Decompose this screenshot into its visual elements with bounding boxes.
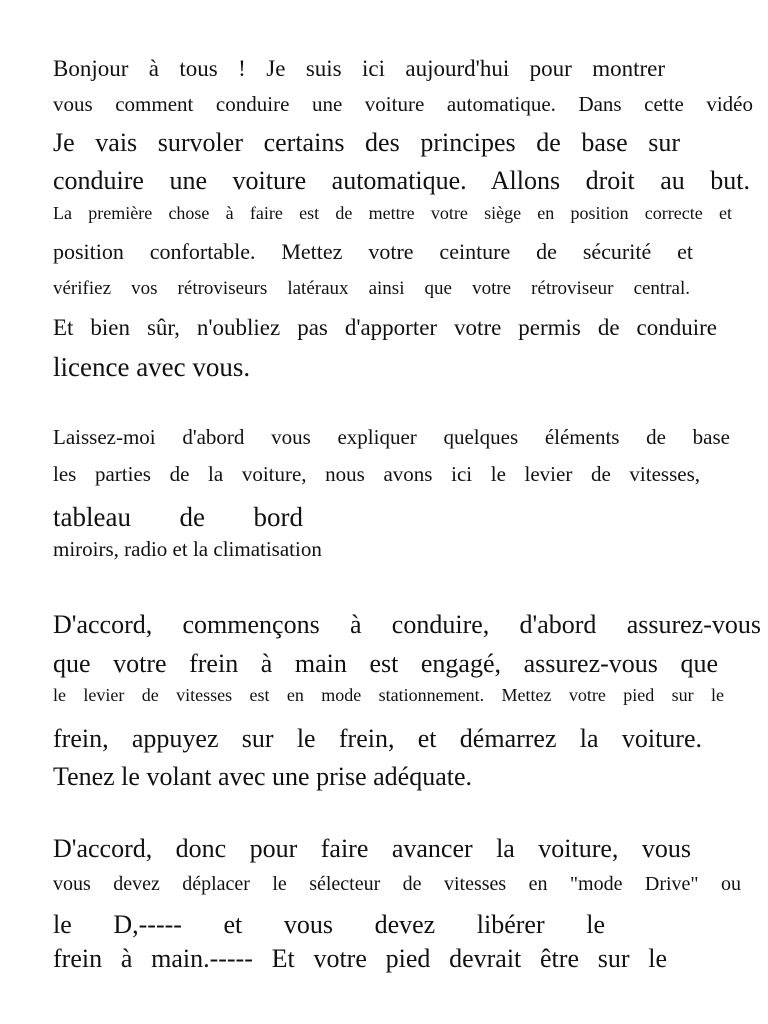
text-line: Je vais survoler certains des principes de base sur — [53, 128, 680, 157]
text-line: que votre frein à main est engagé, assurez-vous que — [53, 649, 718, 678]
text-line: miroirs, radio et la climatisation — [53, 537, 322, 561]
text-line: vous comment conduire une voiture automatique. Dans cette vidéo — [53, 92, 753, 116]
text-line: D'accord, donc pour faire avancer la voiture, vous — [53, 834, 691, 863]
text-line: La première chose à faire est de mettre votre siège en position correcte et — [53, 203, 732, 223]
text-line: le levier de vitesses est en mode stationnement. Mettez votre pied sur le — [53, 685, 724, 705]
text-line: position confortable. Mettez votre ceinture de sécurité et — [53, 239, 693, 264]
text-line: frein à main.----- Et votre pied devrait être sur le — [53, 944, 667, 973]
text-line: vérifiez vos rétroviseurs latéraux ainsi que votre rétroviseur central. — [53, 278, 690, 299]
text-line: D'accord, commençons à conduire, d'abord assurez-vous — [53, 610, 761, 639]
text-line: les parties de la voiture, nous avons ici le levier de vitesses, — [53, 462, 700, 486]
text-line: licence avec vous. — [53, 352, 251, 382]
text-line: Et bien sûr, n'oubliez pas d'apporter votre permis de conduire — [53, 315, 717, 340]
text-line: Laissez-moi d'abord vous expliquer quelques éléments de base — [53, 425, 730, 449]
text-line: vous devez déplacer le sélecteur de vitesses en "mode Drive" ou — [53, 873, 741, 895]
text-line: le D,----- et vous devez libérer le — [53, 910, 605, 939]
text-line: frein, appuyez sur le frein, et démarrez la voiture. — [53, 724, 702, 753]
text-line: Tenez le volant avec une prise adéquate. — [53, 762, 473, 791]
text-line: conduire une voiture automatique. Allons droit au but. — [53, 166, 750, 195]
text-line: tableau de bord — [53, 502, 303, 532]
text-line: Bonjour à tous ! Je suis ici aujourd'hui pour montrer — [53, 56, 665, 81]
